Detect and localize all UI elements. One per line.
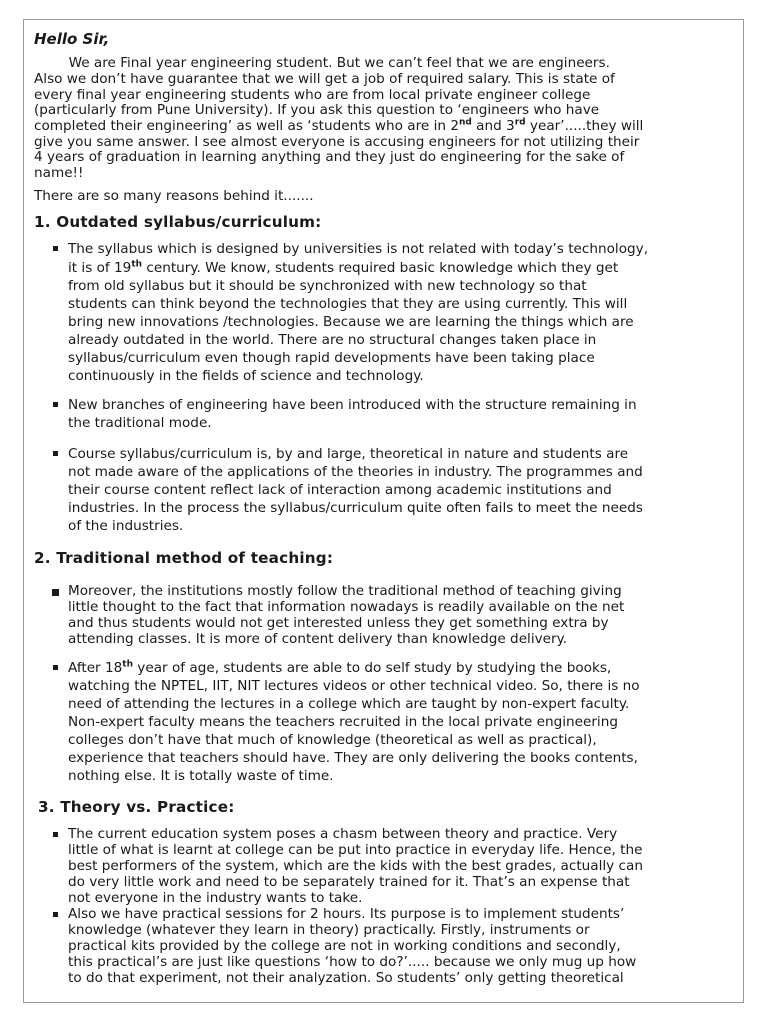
section-heading: 1. Outdated syllabus/curriculum: [34, 213, 322, 231]
intro-line: 4 years of graduation in learning anything and they just do engineering for the sake of [34, 149, 625, 165]
section-heading: 3. Theory vs. Practice: [38, 798, 235, 816]
intro-line: give you same answer. I see almost everyone is accusing engineers for not utilizing their [34, 134, 640, 150]
intro-line: every final year engineering students who are from local private engineer college [34, 87, 591, 103]
intro-line: We are Final year engineering student. But we can’t feel that we are engineers. [34, 55, 610, 71]
intro-line: completed their engineering’ as well as ‘students who are in 2nd and 3rd year’.....they will [34, 117, 644, 134]
intro-line: name!! [34, 165, 84, 181]
bullet-marker [53, 246, 58, 251]
section-heading: 2. Traditional method of teaching: [34, 549, 334, 567]
bullet-marker [52, 589, 59, 596]
bullet-marker [53, 912, 58, 917]
greeting: Hello Sir, [34, 30, 110, 48]
bullet-marker [53, 402, 58, 407]
intro-line: Also we don’t have guarantee that we will get a job of required salary. This is state of [34, 71, 615, 87]
intro-line: (particularly from Pune University). If you ask this question to ‘engineers who have [34, 102, 600, 118]
bullet-marker [53, 665, 58, 670]
reasons-intro: There are so many reasons behind it....... [34, 188, 314, 204]
bullet-marker [53, 451, 58, 456]
bullet-marker [53, 832, 58, 837]
